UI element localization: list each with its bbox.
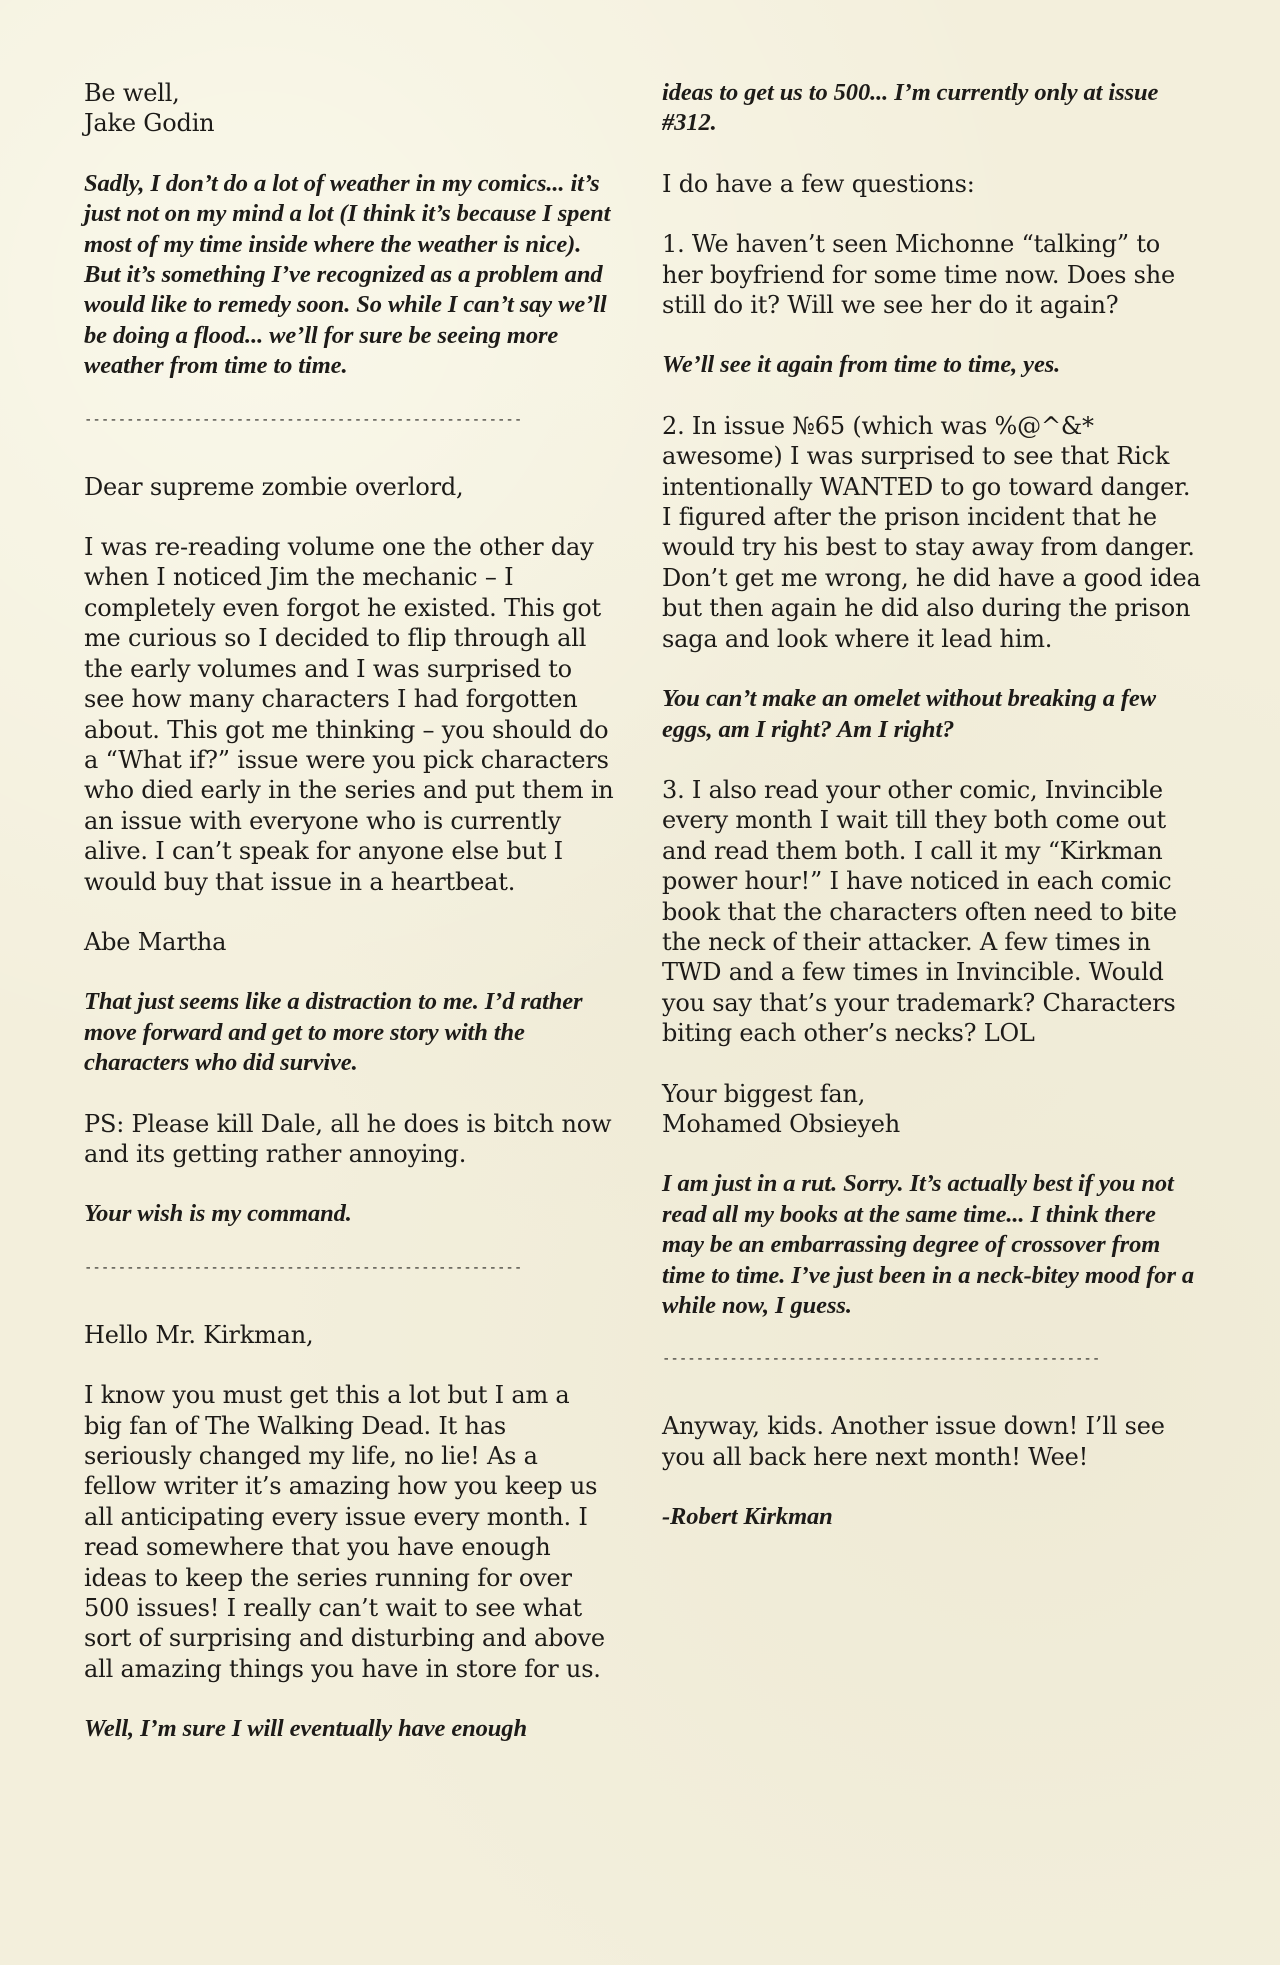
letter-3-greeting: Hello Mr. Kirkman, <box>84 1320 314 1349</box>
reply-3-start: Well, I’m sure I will eventually have enough <box>84 1715 527 1743</box>
letter-2-greeting: Dear supreme zombie overlord, <box>84 472 464 501</box>
left-column <box>84 78 614 1775</box>
divider: ---------------------------------------------------- <box>84 411 523 428</box>
reply-2: That just seems like a distraction to me. I’d rather move forward and get to more story with the characters who did survive. <box>84 988 583 1077</box>
sign-off: Anyway, kids. Another issue down! I’ll see you all back here next month! Wee! <box>662 1412 1165 1471</box>
reply-3-end: ideas to get us to 500... I’m currently only at issue #312. <box>662 79 1159 137</box>
letter-4-signature: Your biggest fan, Mohamed Obsieyeh <box>662 1079 900 1138</box>
questions-intro: I do have a few questions: <box>662 169 975 198</box>
reply-1: Sadly, I don’t do a lot of weather in my comics... it’s just not on my mind a lot (I think it’s because I spent most of my time inside where the weather is nice). But it’s something I’ve recognized as a problem and would like to remedy soon. So while I can’t say we’ll be doing a flood... we’ll for sure be seeing more weather from time to time. <box>84 169 611 380</box>
divider: ---------------------------------------------------- <box>662 1351 1101 1368</box>
right-column <box>662 78 1202 1563</box>
letter-1-closing: Be well, Jake Godin <box>84 79 215 138</box>
question-2: 2. In issue №65 (which was %@^&* awesome) I was surprised to see that Rick intentionally WANTED to go toward danger. I figured after the prison incident that he would try his best to stay away from danger. Don’t get me wrong, he did have a good idea but then again he did also during the prison saga and look where it lead him. <box>662 411 1201 653</box>
letter-2-ps: PS: Please kill Dale, all he does is bitch now and its getting rather annoying. <box>84 1109 612 1168</box>
reply-2b: Your wish is my command. <box>84 1200 352 1228</box>
answer-1: We’ll see it again from time to time, yes. <box>662 351 1061 379</box>
author-signature: -Robert Kirkman <box>662 1503 833 1531</box>
question-1: 1. We haven’t seen Michonne “talking” to her boyfriend for some time now. Does she still do it? Will we see her do it again? <box>662 230 1175 320</box>
question-3: 3. I also read your other comic, Invincible every month I wait till they both come out and read them both. I call it my “Kirkman power hour!” I have noticed in each comic book that the characters often need to bite the neck of their attacker. A few times in TWD and a few times in Invincible. Would you say that’s your trademark? Characters biting each other’s necks? LOL <box>662 775 1177 1048</box>
answer-2: You can’t make an omelet without breaking a few eggs, am I right? Am I right? <box>662 685 1156 743</box>
letter-2-signature: Abe Martha <box>84 927 227 956</box>
divider: ---------------------------------------------------- <box>84 1259 523 1276</box>
letter-2-body: I was re-reading volume one the other day when I noticed Jim the mechanic – I completely even forgot he existed. This got me curious so I decided to flip through all the early volumes and I was surprised to see how many characters I had forgotten about. This got me thinking – you should do a “What if?” issue were you pick characters who died early in the series and put them in an issue with everyone who is currently alive. I can’t speak for anyone else but I would buy that issue in a heartbeat. <box>84 533 614 896</box>
letter-3-body: I know you must get this a lot but I am a big fan of The Walking Dead. It has seriously changed my life, no lie! As a fellow writer it’s amazing how you keep us all anticipating every issue every month. I read somewhere that you have enough ideas to keep the series running for over 500 issues! I really can’t wait to see what sort of surprising and disturbing and above all amazing things you have in store for us. <box>84 1381 605 1683</box>
answer-3: I am just in a rut. Sorry. It’s actually best if you not read all my books at the same time... I think there may be an embarrassing degree of crossover from time to time. I’ve just been in a neck-bitey mood for a while now, I guess. <box>662 1170 1195 1319</box>
